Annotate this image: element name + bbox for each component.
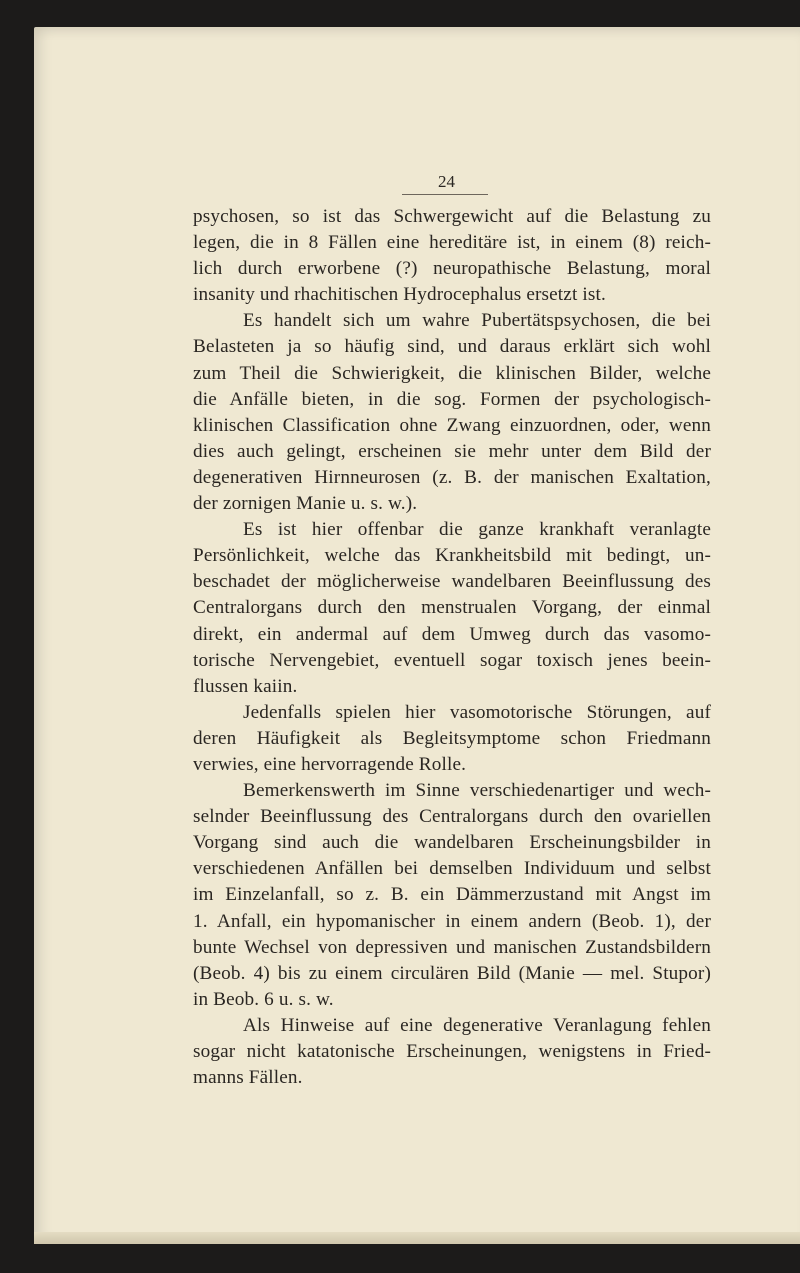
text-line: Bemerkenswerth im Sinne verschiedenartiger und wech- bbox=[243, 780, 711, 802]
text-line: Centralorgans durch den menstrualen Vorgang, der einmal bbox=[193, 597, 711, 619]
page-number: 24 bbox=[438, 172, 455, 191]
text-line: Jedenfalls spielen hier vasomotorische Störungen, auf bbox=[243, 701, 711, 723]
text-line: (Beob. 4) bis zu einem circulären Bild (Manie — mel. Stupor) bbox=[193, 962, 711, 984]
text-line: Es ist hier offenbar die ganze krankhaft veranlagte bbox=[243, 519, 711, 541]
text-line: Als Hinweise auf eine degenerative Veranlagung fehlen bbox=[243, 1014, 711, 1036]
text-line: beschadet der möglicherweise wandelbaren Beeinflussung des bbox=[193, 571, 711, 593]
text-line: verschiedenen Anfällen bei demselben Individuum und selbst bbox=[193, 858, 711, 880]
text-line: Es handelt sich um wahre Pubertätspsychosen, die bei bbox=[243, 310, 711, 332]
text-line: insanity und rhachitischen Hydrocephalus ersetzt ist. bbox=[193, 284, 606, 306]
text-line: klinischen Classification ohne Zwang einzuordnen, oder, wenn bbox=[193, 414, 711, 436]
text-line: im Einzelanfall, so z. B. ein Dämmerzustand mit Angst im bbox=[193, 884, 711, 906]
text-line: manns Fällen. bbox=[193, 1067, 303, 1089]
text-line: Persönlichkeit, welche das Krankheitsbild mit bedingt, un- bbox=[193, 545, 711, 567]
body-text bbox=[193, 204, 711, 1091]
text-line: degenerativen Hirnneurosen (z. B. der manischen Exaltation, bbox=[193, 466, 711, 488]
text-line: legen, die in 8 Fällen eine hereditäre ist, in einem (8) reich- bbox=[193, 232, 711, 254]
text-line: Belasteten ja so häufig sind, und daraus erklärt sich wohl bbox=[193, 336, 711, 358]
text-line: torische Nervengebiet, eventuell sogar toxisch jenes beein- bbox=[193, 649, 711, 671]
text-line: dies auch gelingt, erscheinen sie mehr unter dem Bild der bbox=[193, 440, 711, 462]
text-line: psychosen, so ist das Schwergewicht auf die Belastung zu bbox=[193, 206, 711, 227]
text-line: die Anfälle bieten, in die sog. Formen der psychologisch- bbox=[193, 388, 711, 410]
text-line: zum Theil die Schwierigkeit, die klinischen Bilder, welche bbox=[193, 362, 711, 384]
text-line: selnder Beeinflussung des Centralorgans durch den ovariellen bbox=[193, 806, 711, 828]
text-line: 1. Anfall, ein hypomanischer in einem andern (Beob. 1), der bbox=[193, 910, 711, 932]
text-line: deren Häufigkeit als Begleitsymptome schon Friedmann bbox=[193, 727, 711, 749]
text-line: bunte Wechsel von depressiven und manischen Zustandsbildern bbox=[193, 936, 711, 958]
text-line: Vorgang sind auch die wandelbaren Erscheinungsbilder in bbox=[193, 832, 711, 854]
text-line: direkt, ein andermal auf dem Umweg durch das vasomo- bbox=[193, 623, 711, 645]
page-edge bbox=[34, 1232, 800, 1244]
text-line: sogar nicht katatonische Erscheinungen, wenigstens in Fried- bbox=[193, 1041, 711, 1062]
page-number-rule bbox=[402, 194, 488, 195]
text-line: in Beob. 6 u. s. w. bbox=[193, 988, 334, 1010]
text-line: der zornigen Manie u. s. w.). bbox=[193, 493, 418, 515]
text-line: lich durch erworbene (?) neuropathische Belastung, moral bbox=[193, 258, 711, 280]
text-line: flussen kaiin. bbox=[193, 675, 298, 697]
text-line: verwies, eine hervorragende Rolle. bbox=[193, 753, 467, 775]
